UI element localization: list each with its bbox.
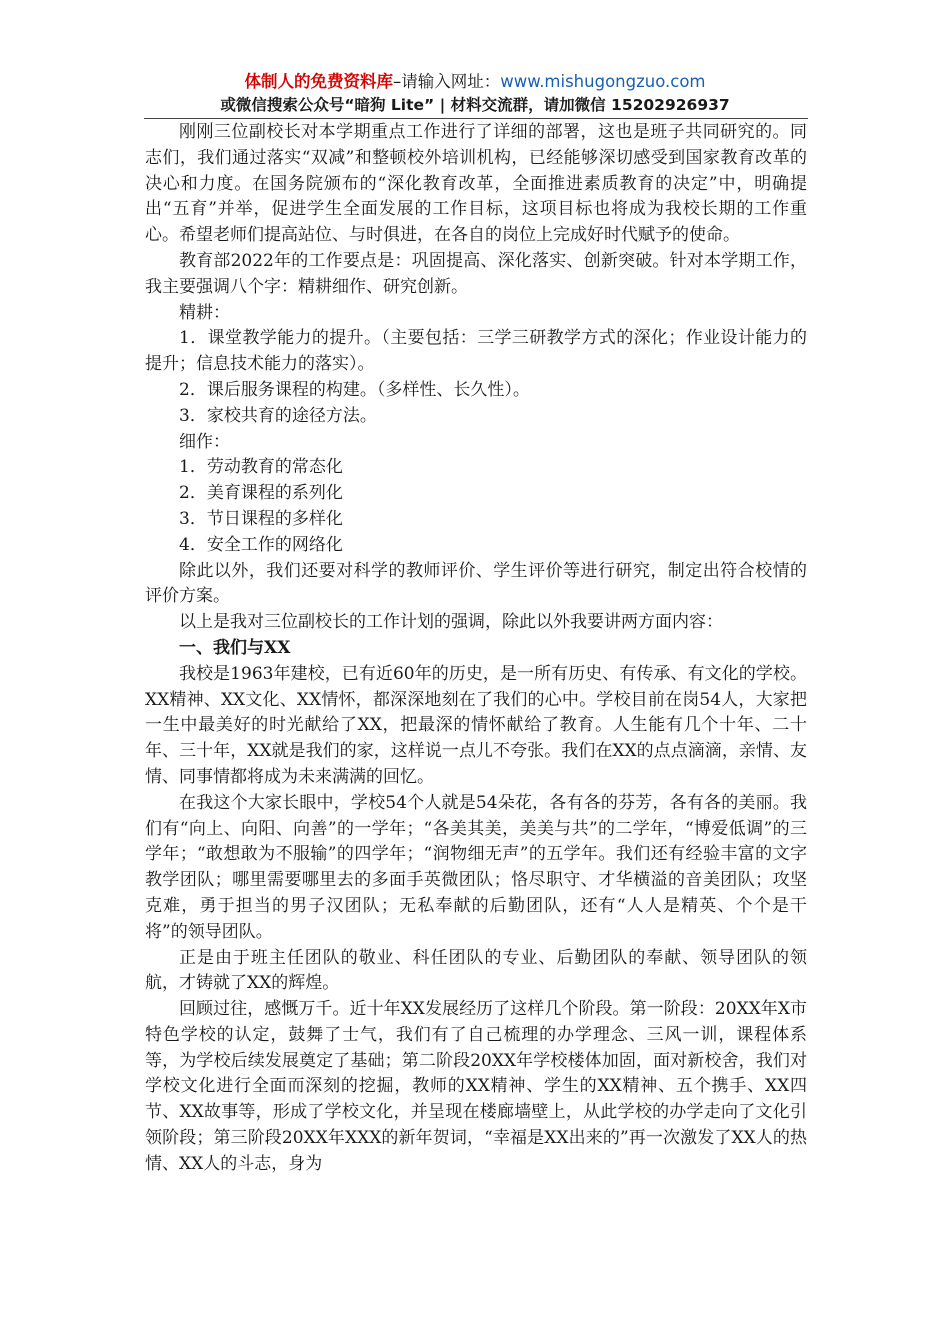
header-divider	[144, 118, 808, 119]
paragraph: 刚刚三位副校长对本学期重点工作进行了详细的部署，这也是班子共同研究的。同志们，我们通过落实“双减”和整顿校外培训机构，已经能够深切感受到国家教育改革的决心和力度。在国务院颁布的“深化教育改革，全面推进素质教育的决定”中，明确提出“五育”并举，促进学生全面发展的工作目标，这项目标也将成为我校长期的工作重心。希望老师们提高站位、与时俱进，在各自的岗位上完成好时代赋予的使命。	[145, 122, 807, 246]
section-heading: 一、我们与XX	[179, 637, 291, 658]
list-item: 3．节日课程的多样化	[179, 508, 343, 529]
page-header	[0, 70, 950, 116]
list-item: 1．课堂教学能力的提升。（主要包括：三学三研教学方式的深化；作业设计能力的提升；信息技术能力的落实）。	[145, 328, 807, 375]
list-item: 1．劳动教育的常态化	[179, 457, 343, 478]
paragraph: 正是由于班主任团队的敬业、科任团队的专业、后勤团队的奉献、领导团队的领航，才铸就了XX的辉煌。	[145, 947, 807, 994]
paragraph: 我校是1963年建校，已有近60年的历史，是一所有历史、有传承、有文化的学校。XX精神、XX文化、XX情怀，都深深地刻在了我们的心中。学校目前在岗54人，大家把一生中最美好的时光献给了XX，把最深的情怀献给了教育。人生能有几个十年、二十年、三十年，XX就是我们的家，这样说一点儿不夸张。我们在XX的点点滴滴，亲情、友情、同事情都将成为未来满满的回忆。	[145, 663, 807, 787]
paragraph: 细作：	[179, 431, 230, 452]
paragraph: 回顾过往，感慨万千。近十年XX发展经历了这样几个阶段。第一阶段：20XX年X市特色学校的认定，鼓舞了士气，我们有了自己梳理的办学理念、三风一训，课程体系等，为学校后续发展奠定了基础；第二阶段20XX年学校楼体加固，面对新校舍，我们对学校文化进行全面而深刻的挖掘，教师的XX精神、学生的XX精神、五个携手、XX四节、XX故事等，形成了学校文化，并呈现在楼廊墙壁上，从此学校的办学走向了文化引领阶段；第三阶段20XX年XXX的新年贺词，“幸福是XX出来的”再一次激发了XX人的热情、XX人的斗志，身为	[145, 999, 807, 1174]
paragraph: 在我这个大家长眼中，学校54个人就是54朵花，各有各的芬芳，各有各的美丽。我们有“向上、向阳、向善”的一学年；“各美其美，美美与共”的二学年，“博爱低调”的三学年；“敢想敢为不服输”的四学年；“润物细无声”的五学年。我们还有经验丰富的文字教学团队；哪里需要哪里去的多面手英微团队；恪尽职守、才华横溢的音美团队；攻坚克难，勇于担当的男子汉团队；无私奉献的后勤团队，还有“人人是精英、个个是干将”的领导团队。	[145, 792, 807, 942]
list-item: 3．家校共育的途径方法。	[179, 405, 377, 426]
site-name: 体制人的免费资料库	[244, 72, 393, 91]
paragraph: 以上是我对三位副校长的工作计划的强调，除此以外我要讲两方面内容：	[179, 612, 723, 633]
list-item: 4．安全工作的网络化	[179, 534, 343, 555]
url-prompt: –请输入网址：	[392, 72, 501, 91]
list-item: 2．美育课程的系列化	[179, 483, 343, 504]
paragraph: 除此以外，我们还要对科学的教师评价、学生评价等进行研究，制定出符合校情的评价方案。	[145, 560, 807, 607]
paragraph: 精耕：	[179, 302, 230, 323]
list-item: 2．课后服务课程的构建。（多样性、长久性）。	[179, 379, 530, 400]
paragraph: 教育部2022年的工作要点是：巩固提高、深化落实、创新突破。针对本学期工作，我主要强调八个字：精耕细作、研究创新。	[145, 250, 807, 297]
document-body	[145, 120, 807, 1178]
header-line-2: 或微信搜索公众号“暗狗 Lite” | 材料交流群，请加微信 15202926937	[220, 96, 730, 114]
header-line-1	[0, 70, 950, 94]
site-url-link[interactable]: www.mishugongzuo.com	[500, 72, 706, 91]
